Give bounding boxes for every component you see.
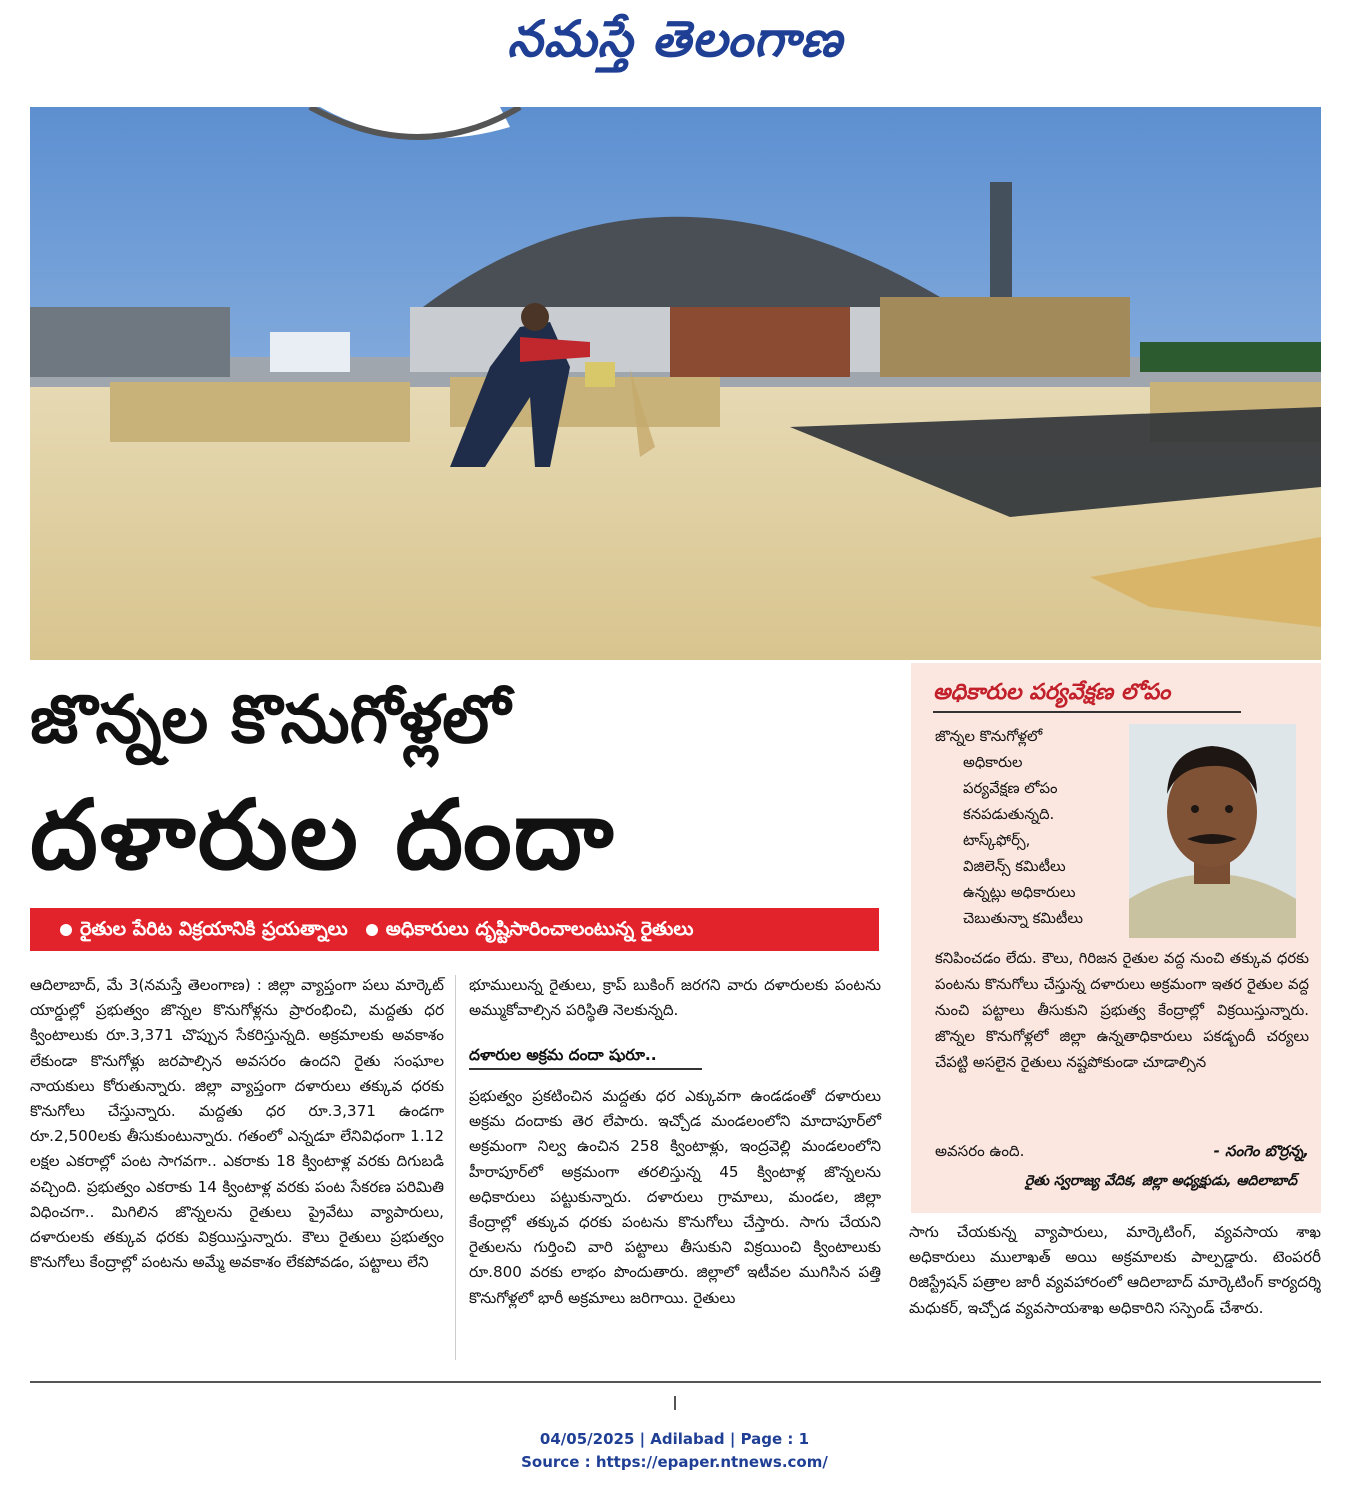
sidebar-designation: రైతు స్వరాజ్య వేదిక, జిల్లా అధ్యక్షుడు, ఆదిలాబాద్ (1024, 1173, 1297, 1189)
sidebar-last-line: అవసరం ఉంది. (935, 1142, 1025, 1160)
sidebar-line: పర్యవేక్షణ లోపం (963, 780, 1058, 797)
headline-main: దళారుల దందా (30, 779, 616, 891)
sidebar-heading: అధికారుల పర్యవేక్షణ లోపం (933, 675, 1241, 713)
sidebar-line: అధికారుల (963, 754, 1023, 771)
article-column-2-bottom: ప్రభుత్వం ప్రకటించిన మద్దతు ధర ఎక్కువగా ఉండడంతో దళారులు అక్రమ దందాకు తెర లేపారు. ఇచ్చోడ మండలంలోని మాదాపూర్‌లో అక్రమంగా నిల్వ ఉంచిన 258 క్వింటాళ్లు, ఇంద్రవెల్లి మండలంలోని హీరాపూర్‌లో అక్రమంగా తరలిస్తున్న 45 క్వింటాళ్ల జొన్నలను అధికారులు పట్టుకున్నారు. దళారులు గ్రామాలు, మండల, జిల్లా కేంద్రాల్లో తక్కువ ధరకు పంటను కొనుగోలు చేస్తారు. సాగు చేయని రైతులను గుర్తించి వారి పట్టాలు తీసుకుని విక్రయించి క్వింటాలుకు రూ.800 వరకు లాభం పొందుతారు. జిల్లాలో ఇటీవల ముగిసిన పత్తి కొనుగోళ్లలో భారీ అక్రమాలు జరిగాయి. రైతులు (469, 1087, 881, 1307)
headline-kicker: జొన్నల కొనుగోళ్లలో (30, 681, 511, 758)
article-column-1: ఆదిలాబాద్, మే 3(నమస్తే తెలంగాణ) : జిల్లా వ్యాప్తంగా పలు మార్కెట్ యార్డుల్లో ప్రభుత్వం జొన్నల కొనుగోళ్లను ప్రారంభించి, మద్దతు ధర క్వింటాలుకు రూ.3,371 చొప్పున సేకరిస్తున్నది. అక్రమాలకు అవకాశం లేకుండా కొనుగోళ్లు జరపాల్సిన అవసరం ఉందని రైతు సంఘాల నాయకులు కోరుతున్నారు. జిల్లా వ్యాప్తంగా దళారులు తక్కువ ధరకు కొనుగోలు చేస్తున్నారు. మద్దతు ధర రూ.3,371 ఉండగా రూ.2,500లకు తీసుకుంటున్నారు. గతంలో ఎన్నడూ లేనివిధంగా 1.12 లక్షల ఎకరాల్లో పంట సాగవగా.. ఎకరాకు 18 క్వింటాళ్ల వరకు దిగుబడి వచ్చింది. ప్రభుత్వం ఎకరాకు 14 క్వింటాళ్ల వరకు పంట సేకరణ పరిమితి విధించగా.. మిగిలిన జొన్నలను రైతులు ప్రైవేటు వ్యాపారులు, దళారులకు తక్కువ ధరకు విక్రయిస్తున్నారు. కౌలు రైతులు ప్రభుత్వం కొనుగోలు కేంద్రాల్లో పంటను అమ్మే అవకాశం లేకపోవడం, పట్టాలు లేని (30, 976, 444, 1272)
article-subhead: దళారుల అక్రమ దందా షురూ.. (469, 1042, 702, 1070)
sidebar-line: కనపడుతున్నది. (963, 806, 1055, 823)
highlight-item: రైతుల పేరిట విక్రయానికి ప్రయత్నాలు (80, 918, 348, 940)
article-column-3: సాగు చేయకున్న వ్యాపారులు, మార్కెటింగ్, వ్యవసాయ శాఖ అధికారులు ములాఖత్ అయి అక్రమాలకు పాల్పడ్డారు. టెంపరరీ రిజిస్ట్రేషన్ పత్రాల జారీ వ్యవహారంలో ఆదిలాబాద్ మార్కెటింగ్ కార్యదర్శి మధుకర్, ఇచ్చోడ వ్యవసాయశాఖ అధికారిని సస్పెండ్ చేశారు. (909, 1223, 1321, 1317)
bottom-column-divider (674, 1396, 676, 1410)
article-column-2-top: భూములున్న రైతులు, క్రాప్ బుకింగ్ జరగని వారు దళారులకు పంటను అమ్ముకోవాల్సిన పరిస్థితి నెలకున్నది. (469, 976, 881, 1020)
highlights-bar (30, 908, 879, 951)
sidebar-line: చెబుతున్నా కమిటీలు (963, 910, 1084, 927)
bullet-icon (366, 924, 378, 936)
sidebar-line: విజిలెన్స్ కమిటీలు (963, 858, 1066, 875)
highlight-item: అధికారులు దృష్టిసారించాలంటున్న రైతులు (385, 918, 694, 940)
newspaper-logo: నమస్తే తెలంగాణ (507, 10, 843, 68)
sidebar-byline: - సంగెం బొర్రన్న, (1213, 1142, 1309, 1160)
lead-photo (30, 107, 1321, 660)
sidebar-text-full: కనిపించడం లేదు. కౌలు, గిరిజన రైతుల వద్ద నుంచి తక్కువ ధరకు పంటను కొనుగోలు చేస్తున్న దళారులు అక్రమంగా ఇతర రైతుల వద్ద నుంచి పట్టాలు తీసుకుని ప్రభుత్వ కేంద్రాల్లో విక్రయిస్తున్నారు. జొన్నల కొనుగోళ్లలో జిల్లా ఉన్నతాధికారులు పకడ్బందీ చర్యలు చేపట్టి అసలైన రైతులు నష్టపోకుండా చూడాల్సిన (935, 950, 1309, 1071)
sidebar-line: టాస్క్‌ఫోర్స్, (963, 832, 1031, 849)
sidebar-line: ఉన్నట్లు అధికారులు (963, 884, 1076, 901)
footer-source-line: Source : https://epaper.ntnews.com/ (521, 1453, 828, 1471)
footer-date-line: 04/05/2025 | Adilabad | Page : 1 (539, 1430, 810, 1448)
sidebar-line: జొన్నల కొనుగోళ్లలో (935, 728, 1043, 745)
column-divider (455, 975, 456, 1360)
bottom-divider (30, 1381, 1321, 1383)
bullet-icon (60, 924, 72, 936)
sidebar-signoff (935, 1138, 1309, 1164)
portrait-photo (1129, 724, 1296, 938)
sidebar-text-narrow (935, 724, 1120, 932)
masthead (0, 0, 1349, 100)
